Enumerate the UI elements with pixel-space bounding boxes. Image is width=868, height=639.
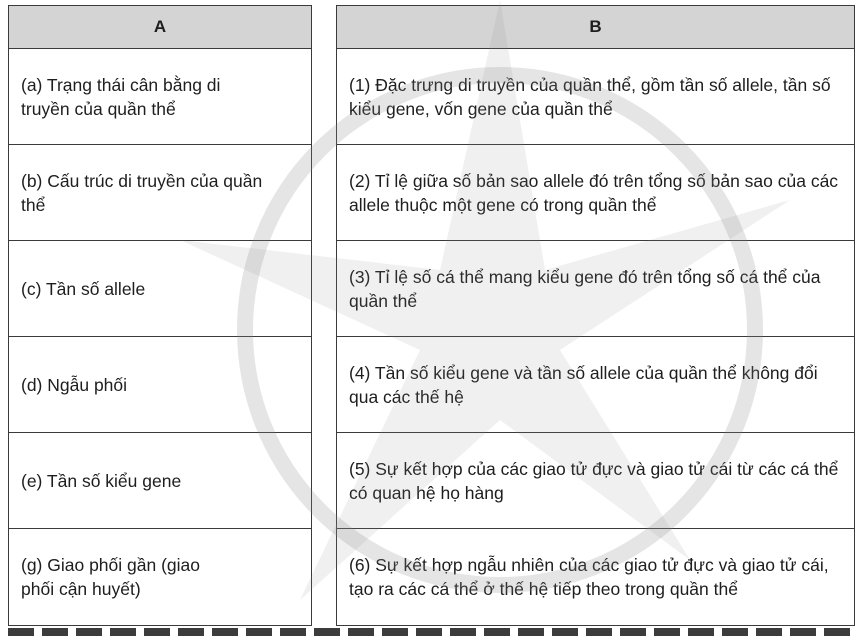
column-b-row-4 xyxy=(337,337,854,433)
column-b-row-text: (1) Đặc trưng di truyền của quần thể, gồm tần số allele, tần số kiểu gene, vốn gene của quần thể xyxy=(349,74,831,119)
column-a-row-e xyxy=(9,433,311,529)
column-b-row-text: (6) Sự kết hợp ngẫu nhiên của các giao tử đực và giao tử cái, tạo ra các cá thể ở thế hệ tiếp theo trong quần thể xyxy=(349,555,829,599)
cropped-next-line xyxy=(0,626,868,639)
column-b-row-2 xyxy=(337,145,854,241)
column-b-row-text: (4) Tần số kiểu gene và tần số allele của quần thể không đổi qua các thế hệ xyxy=(349,362,818,407)
cropped-text-fragment xyxy=(8,628,853,636)
column-a-row-text: (d) Ngẫu phối xyxy=(21,374,128,395)
column-b-row-6 xyxy=(337,529,854,625)
column-b-row-text: (2) Tỉ lệ giữa số bản sao allele đó trên tổng số bản sao của các allele thuộc một gene có trong quần thể xyxy=(349,170,839,215)
column-a-table xyxy=(8,5,312,626)
column-b-row-1 xyxy=(337,49,854,145)
column-a-row-a xyxy=(9,49,311,145)
column-a-row-text: (e) Tần số kiểu gene xyxy=(21,470,182,491)
column-a-row-b xyxy=(9,145,311,241)
column-a-row-c xyxy=(9,241,311,337)
column-b-header: B xyxy=(337,6,854,49)
column-b-row-5 xyxy=(337,433,854,529)
column-a-row-text: (a) Trạng thái cân bằng di truyền của quần thể xyxy=(21,74,221,119)
column-a-row-d xyxy=(9,337,311,433)
column-b-row-text: (3) Tỉ lệ số cá thể mang kiểu gene đó trên tổng số cá thể của quần thể xyxy=(349,266,821,311)
column-a-row-text: (c) Tần số allele xyxy=(21,278,146,299)
column-a-row-g xyxy=(9,529,311,625)
column-b-table xyxy=(336,5,855,626)
column-b-row-text: (5) Sự kết hợp của các giao tử đực và giao tử cái từ các cá thể có quan hệ họ hàng xyxy=(349,458,839,503)
column-a-row-text: (b) Cấu trúc di truyền của quần thể xyxy=(21,170,263,215)
column-a-row-text: (g) Giao phối gần (giao phối cận huyết) xyxy=(21,555,200,599)
column-a-header: A xyxy=(9,6,311,49)
column-b-row-3 xyxy=(337,241,854,337)
